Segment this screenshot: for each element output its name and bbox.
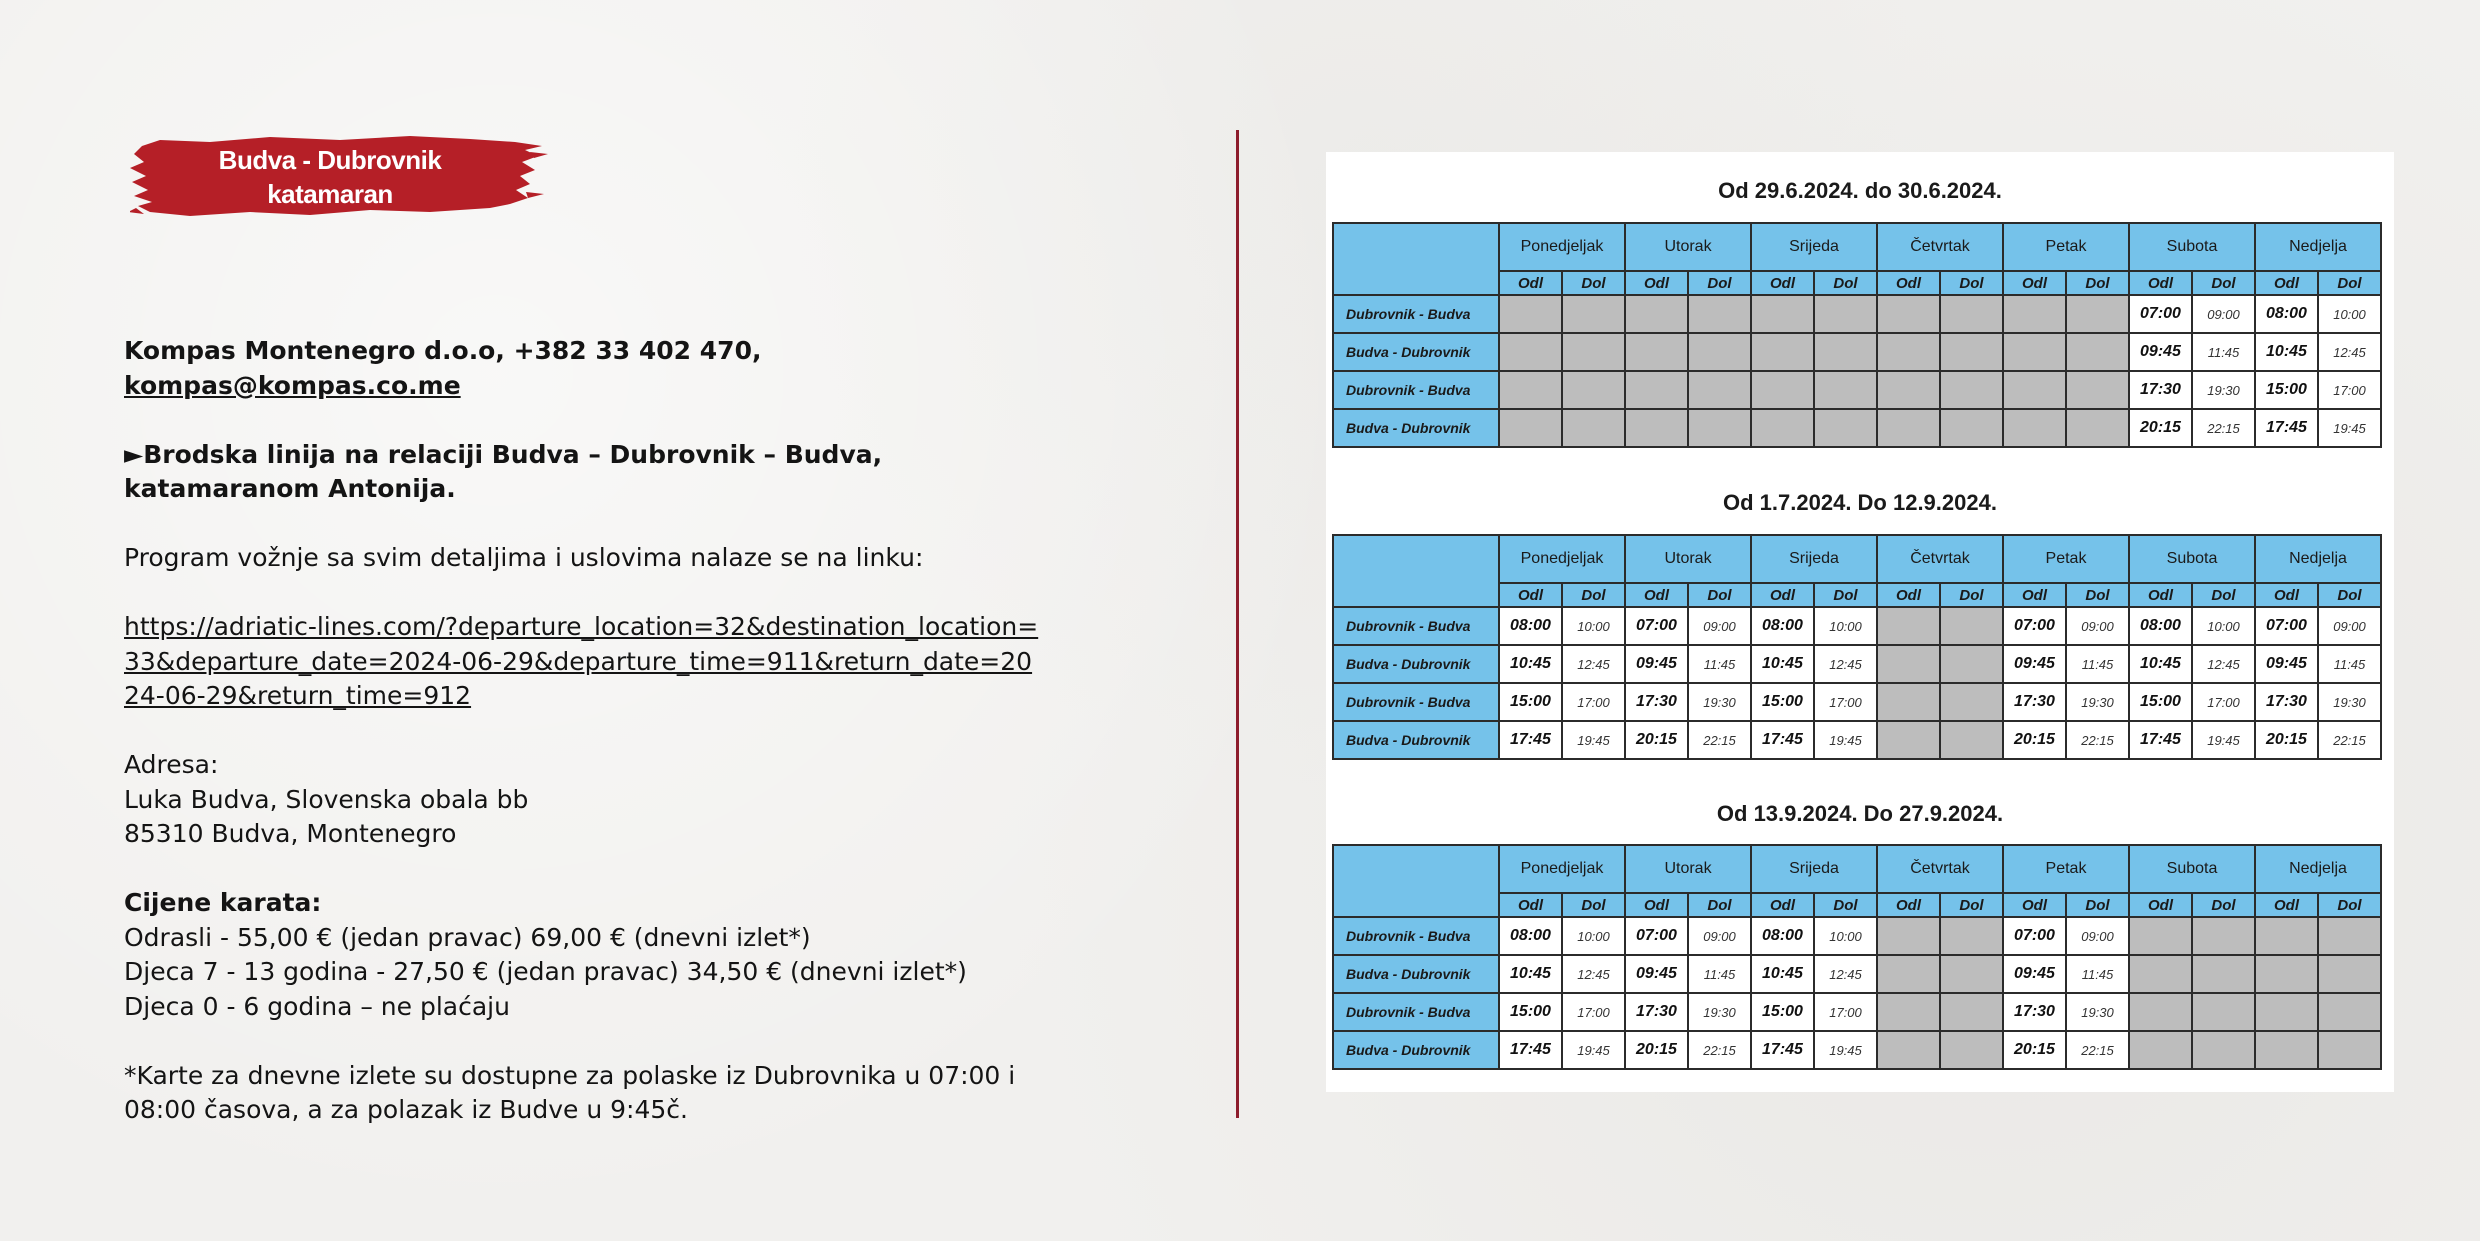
table-row <box>1333 917 2381 955</box>
arrival-time: 22:15 <box>2066 1031 2129 1069</box>
arrival-time: 11:45 <box>2066 955 2129 993</box>
day-header: Srijeda <box>1751 535 1877 583</box>
route-label: Budva - Dubrovnik <box>1333 721 1499 759</box>
badge-line-2: katamaran <box>267 179 393 209</box>
no-service-cell <box>1751 333 1814 371</box>
arrival-time: 09:00 <box>2066 917 2129 955</box>
no-service-cell <box>1562 371 1625 409</box>
no-service-cell <box>2003 409 2066 447</box>
no-service-cell <box>1814 295 1877 333</box>
no-service-cell <box>1940 721 2003 759</box>
no-service-cell <box>1940 993 2003 1031</box>
departure-time: 15:00 <box>1499 683 1562 721</box>
no-service-cell <box>1625 371 1688 409</box>
departure-header: Odl <box>1877 271 1940 295</box>
arrival-time: 19:45 <box>1562 1031 1625 1069</box>
table-row <box>1333 645 2381 683</box>
no-service-cell <box>2255 917 2318 955</box>
departure-time: 15:00 <box>2129 683 2192 721</box>
departure-time: 10:45 <box>2255 333 2318 371</box>
no-service-cell <box>1877 607 1940 645</box>
arrival-time: 12:45 <box>1814 645 1877 683</box>
timetable-table <box>1332 222 2382 448</box>
arrival-time: 17:00 <box>1562 993 1625 1031</box>
departure-time: 17:30 <box>2003 993 2066 1031</box>
no-service-cell <box>2318 955 2381 993</box>
info-column <box>124 334 1044 1162</box>
departure-time: 17:45 <box>1751 721 1814 759</box>
arrival-time: 09:00 <box>1688 917 1751 955</box>
no-service-cell <box>2318 1031 2381 1069</box>
table-row <box>1333 333 2381 371</box>
arrival-time: 09:00 <box>2066 607 2129 645</box>
route-label: Budva - Dubrovnik <box>1333 1031 1499 1069</box>
departure-header: Odl <box>1751 893 1814 917</box>
arrival-time: 11:45 <box>2192 333 2255 371</box>
timetable-title: Od 13.9.2024. Do 27.9.2024. <box>1716 801 2004 826</box>
no-service-cell <box>2255 993 2318 1031</box>
timetable-panel <box>1326 152 2394 1092</box>
arrival-time: 19:45 <box>2192 721 2255 759</box>
title-badge <box>130 132 550 222</box>
table-row <box>1333 409 2381 447</box>
address-label: Adresa: <box>124 750 219 779</box>
departure-time: 10:45 <box>1751 955 1814 993</box>
departure-time: 07:00 <box>2255 607 2318 645</box>
contact-line <box>124 334 1044 403</box>
no-service-cell <box>1625 295 1688 333</box>
arrival-header: Dol <box>2318 583 2381 607</box>
arrival-time: 11:45 <box>1688 645 1751 683</box>
arrival-time: 19:30 <box>1688 683 1751 721</box>
no-service-cell <box>1625 333 1688 371</box>
table-row <box>1333 1031 2381 1069</box>
arrival-header: Dol <box>2192 893 2255 917</box>
no-service-cell <box>2255 1031 2318 1069</box>
line-heading: ►Brodska linija na relaciji Budva – Dubrovnik – Budva, katamaranom Antonija. <box>124 439 883 503</box>
departure-header: Odl <box>1877 893 1940 917</box>
arrival-time: 19:45 <box>1814 1031 1877 1069</box>
arrival-time: 12:45 <box>1814 955 1877 993</box>
departure-time: 15:00 <box>1751 683 1814 721</box>
departure-header: Odl <box>1877 583 1940 607</box>
no-service-cell <box>1562 295 1625 333</box>
no-service-cell <box>2192 1031 2255 1069</box>
departure-header: Odl <box>2003 893 2066 917</box>
route-label: Dubrovnik - Budva <box>1333 917 1499 955</box>
arrival-header: Dol <box>1562 271 1625 295</box>
arrival-header: Dol <box>2066 893 2129 917</box>
no-service-cell <box>2003 333 2066 371</box>
departure-header: Odl <box>1499 893 1562 917</box>
no-service-cell <box>1625 409 1688 447</box>
contact-company: Kompas Montenegro d.o.o, +382 33 402 470, <box>124 336 762 365</box>
arrival-header: Dol <box>1814 271 1877 295</box>
address-line-2: 85310 Budva, Montenegro <box>124 819 457 848</box>
no-service-cell <box>2192 955 2255 993</box>
table-row <box>1333 683 2381 721</box>
no-service-cell <box>1877 917 1940 955</box>
departure-time: 07:00 <box>2003 607 2066 645</box>
day-header: Četvrtak <box>1877 845 2003 893</box>
no-service-cell <box>1877 955 1940 993</box>
arrival-time: 09:00 <box>1688 607 1751 645</box>
departure-time: 08:00 <box>1499 607 1562 645</box>
no-service-cell <box>1940 645 2003 683</box>
day-header: Ponedjeljak <box>1499 845 1625 893</box>
arrival-time: 19:45 <box>1814 721 1877 759</box>
no-service-cell <box>1877 721 1940 759</box>
arrival-header: Dol <box>1940 893 2003 917</box>
day-header: Utorak <box>1625 845 1751 893</box>
no-service-cell <box>1940 683 2003 721</box>
arrival-time: 22:15 <box>1688 1031 1751 1069</box>
no-service-cell <box>2318 993 2381 1031</box>
route-label: Dubrovnik - Budva <box>1333 683 1499 721</box>
contact-email-link[interactable]: kompas@kompas.co.me <box>124 370 461 400</box>
departure-time: 10:45 <box>1751 645 1814 683</box>
day-header: Srijeda <box>1751 845 1877 893</box>
departure-time: 17:45 <box>2129 721 2192 759</box>
route-label: Dubrovnik - Budva <box>1333 993 1499 1031</box>
departure-time: 09:45 <box>2003 645 2066 683</box>
arrival-time: 10:00 <box>1814 607 1877 645</box>
arrival-time: 12:45 <box>1562 955 1625 993</box>
departure-time: 17:30 <box>1625 683 1688 721</box>
departure-header: Odl <box>2255 583 2318 607</box>
day-header: Petak <box>2003 845 2129 893</box>
no-service-cell <box>1940 409 2003 447</box>
departure-time: 20:15 <box>2129 409 2192 447</box>
arrival-header: Dol <box>1562 893 1625 917</box>
badge-line-1: Budva - Dubrovnik <box>218 145 442 175</box>
day-header: Nedjelja <box>2255 223 2381 271</box>
departure-time: 07:00 <box>1625 917 1688 955</box>
arrival-time: 22:15 <box>2318 721 2381 759</box>
arrival-time: 22:15 <box>2192 409 2255 447</box>
no-service-cell <box>2003 295 2066 333</box>
no-service-cell <box>1688 409 1751 447</box>
departure-time: 10:45 <box>2129 645 2192 683</box>
no-service-cell <box>2318 917 2381 955</box>
no-service-cell <box>1688 295 1751 333</box>
arrival-header: Dol <box>1814 583 1877 607</box>
arrival-time: 22:15 <box>2066 721 2129 759</box>
departure-header: Odl <box>2129 271 2192 295</box>
day-header: Subota <box>2129 535 2255 583</box>
arrival-time: 19:45 <box>2318 409 2381 447</box>
timetable-table <box>1332 534 2382 760</box>
no-service-cell <box>1940 295 2003 333</box>
price-children-7-13: Djeca 7 - 13 godina - 27,50 € (jedan pravac) 34,50 € (dnevni izlet*) <box>124 957 967 986</box>
arrival-time: 19:45 <box>1562 721 1625 759</box>
no-service-cell <box>2192 993 2255 1031</box>
no-service-cell <box>1877 1031 1940 1069</box>
no-service-cell <box>1877 295 1940 333</box>
no-service-cell <box>2129 993 2192 1031</box>
no-service-cell <box>1877 993 1940 1031</box>
departure-time: 17:45 <box>1499 1031 1562 1069</box>
no-service-cell <box>1562 409 1625 447</box>
price-adults: Odrasli - 55,00 € (jedan pravac) 69,00 € (dnevni izlet*) <box>124 922 811 952</box>
day-header: Ponedjeljak <box>1499 223 1625 271</box>
route-label: Budva - Dubrovnik <box>1333 955 1499 993</box>
no-service-cell <box>1940 371 2003 409</box>
departure-time: 17:30 <box>1625 993 1688 1031</box>
no-service-cell <box>2066 371 2129 409</box>
departure-time: 09:45 <box>2129 333 2192 371</box>
no-service-cell <box>2129 955 2192 993</box>
no-service-cell <box>1562 333 1625 371</box>
timetable-title: Od 29.6.2024. do 30.6.2024. <box>1718 178 2002 203</box>
departure-time: 08:00 <box>1499 917 1562 955</box>
arrival-header: Dol <box>1688 893 1751 917</box>
table-row <box>1333 371 2381 409</box>
departure-time: 17:30 <box>2255 683 2318 721</box>
departure-time: 17:30 <box>2129 371 2192 409</box>
arrival-header: Dol <box>1814 893 1877 917</box>
table-row <box>1333 721 2381 759</box>
no-service-cell <box>1940 955 2003 993</box>
no-service-cell <box>2255 955 2318 993</box>
day-header: Subota <box>2129 223 2255 271</box>
no-service-cell <box>1940 1031 2003 1069</box>
no-service-cell <box>1814 409 1877 447</box>
no-service-cell <box>1814 333 1877 371</box>
no-service-cell <box>2129 1031 2192 1069</box>
table-corner <box>1333 223 1499 295</box>
route-label: Budva - Dubrovnik <box>1333 645 1499 683</box>
arrival-time: 11:45 <box>1688 955 1751 993</box>
address-line-1: Luka Budva, Slovenska obala bb <box>124 784 529 814</box>
departure-time: 10:45 <box>1499 645 1562 683</box>
no-service-cell <box>2003 371 2066 409</box>
departure-header: Odl <box>1499 583 1562 607</box>
departure-header: Odl <box>2129 583 2192 607</box>
departure-header: Odl <box>1751 583 1814 607</box>
arrival-time: 19:30 <box>2192 371 2255 409</box>
no-service-cell <box>1940 607 2003 645</box>
day-header: Utorak <box>1625 223 1751 271</box>
arrival-time: 17:00 <box>2318 371 2381 409</box>
day-header: Utorak <box>1625 535 1751 583</box>
route-label: Budva - Dubrovnik <box>1333 409 1499 447</box>
no-service-cell <box>1877 645 1940 683</box>
no-service-cell <box>1940 917 2003 955</box>
departure-header: Odl <box>2255 271 2318 295</box>
arrival-time: 09:00 <box>2192 295 2255 333</box>
route-label: Budva - Dubrovnik <box>1333 333 1499 371</box>
timetable-title: Od 1.7.2024. Do 12.9.2024. <box>1723 490 1997 515</box>
timetable-table <box>1332 844 2382 1070</box>
no-service-cell <box>1499 333 1562 371</box>
arrival-time: 10:00 <box>1562 917 1625 955</box>
departure-time: 07:00 <box>1625 607 1688 645</box>
no-service-cell <box>2066 409 2129 447</box>
no-service-cell <box>2066 295 2129 333</box>
no-service-cell <box>2066 333 2129 371</box>
table-row <box>1333 295 2381 333</box>
table-row <box>1333 955 2381 993</box>
departure-time: 17:45 <box>1751 1031 1814 1069</box>
no-service-cell <box>1688 333 1751 371</box>
departure-time: 09:45 <box>1625 645 1688 683</box>
departure-time: 07:00 <box>2003 917 2066 955</box>
no-service-cell <box>1499 409 1562 447</box>
no-service-cell <box>1751 295 1814 333</box>
departure-time: 15:00 <box>2255 371 2318 409</box>
no-service-cell <box>1688 371 1751 409</box>
arrival-time: 17:00 <box>1814 993 1877 1031</box>
no-service-cell <box>1877 371 1940 409</box>
arrival-time: 19:30 <box>2066 993 2129 1031</box>
arrival-time: 17:00 <box>1814 683 1877 721</box>
no-service-cell <box>1499 371 1562 409</box>
departure-header: Odl <box>2255 893 2318 917</box>
footnote: *Karte za dnevne izlete su dostupne za polaske iz Dubrovnika u 07:00 i 08:00 časova, a za polazak iz Budve u 9:45č. <box>124 1060 1016 1124</box>
table-corner <box>1333 845 1499 917</box>
schedule-link[interactable]: https://adriatic-lines.com/?departure_location=32&destination_location=33&departure_date=2024-06-29&departure_time=911&return_date=2024-06-29&return_time=912 <box>124 612 1039 710</box>
departure-time: 20:15 <box>1625 721 1688 759</box>
prices-label: Cijene karata: <box>124 888 322 917</box>
arrival-header: Dol <box>1688 583 1751 607</box>
departure-time: 17:45 <box>1499 721 1562 759</box>
arrival-time: 09:00 <box>2318 607 2381 645</box>
arrival-time: 12:45 <box>1562 645 1625 683</box>
table-row <box>1333 993 2381 1031</box>
price-children-0-6: Djeca 0 - 6 godina – ne plaćaju <box>124 991 510 1021</box>
arrival-header: Dol <box>1562 583 1625 607</box>
departure-header: Odl <box>2003 271 2066 295</box>
departure-time: 07:00 <box>2129 295 2192 333</box>
table-row <box>1333 607 2381 645</box>
departure-time: 08:00 <box>1751 917 1814 955</box>
departure-time: 10:45 <box>1499 955 1562 993</box>
no-service-cell <box>1499 295 1562 333</box>
route-label: Dubrovnik - Budva <box>1333 371 1499 409</box>
arrival-time: 12:45 <box>2192 645 2255 683</box>
table-corner <box>1333 535 1499 607</box>
no-service-cell <box>1940 333 2003 371</box>
arrival-header: Dol <box>2066 583 2129 607</box>
prices-block <box>124 886 1044 1024</box>
departure-time: 20:15 <box>2255 721 2318 759</box>
arrival-time: 22:15 <box>1688 721 1751 759</box>
arrival-time: 11:45 <box>2066 645 2129 683</box>
departure-header: Odl <box>2003 583 2066 607</box>
day-header: Četvrtak <box>1877 223 2003 271</box>
day-header: Subota <box>2129 845 2255 893</box>
no-service-cell <box>1877 683 1940 721</box>
arrival-header: Dol <box>1940 271 2003 295</box>
departure-header: Odl <box>1499 271 1562 295</box>
route-label: Dubrovnik - Budva <box>1333 295 1499 333</box>
arrival-time: 19:30 <box>2066 683 2129 721</box>
arrival-time: 17:00 <box>2192 683 2255 721</box>
arrival-header: Dol <box>1940 583 2003 607</box>
departure-time: 08:00 <box>1751 607 1814 645</box>
arrival-time: 19:30 <box>2318 683 2381 721</box>
arrival-time: 10:00 <box>1562 607 1625 645</box>
arrival-header: Dol <box>2192 271 2255 295</box>
departure-header: Odl <box>2129 893 2192 917</box>
day-header: Nedjelja <box>2255 535 2381 583</box>
no-service-cell <box>1877 409 1940 447</box>
departure-time: 20:15 <box>1625 1031 1688 1069</box>
day-header: Petak <box>2003 223 2129 271</box>
day-header: Ponedjeljak <box>1499 535 1625 583</box>
vertical-divider <box>1236 130 1239 1118</box>
departure-time: 20:15 <box>2003 721 2066 759</box>
arrival-header: Dol <box>2192 583 2255 607</box>
departure-header: Odl <box>1625 271 1688 295</box>
departure-time: 15:00 <box>1751 993 1814 1031</box>
departure-time: 17:30 <box>2003 683 2066 721</box>
departure-time: 17:45 <box>2255 409 2318 447</box>
arrival-time: 17:00 <box>1562 683 1625 721</box>
arrival-header: Dol <box>2066 271 2129 295</box>
arrival-header: Dol <box>1688 271 1751 295</box>
day-header: Četvrtak <box>1877 535 2003 583</box>
departure-header: Odl <box>1625 583 1688 607</box>
no-service-cell <box>2129 917 2192 955</box>
arrival-header: Dol <box>2318 893 2381 917</box>
departure-time: 08:00 <box>2255 295 2318 333</box>
day-header: Srijeda <box>1751 223 1877 271</box>
arrival-time: 10:00 <box>2192 607 2255 645</box>
departure-header: Odl <box>1625 893 1688 917</box>
arrival-time: 11:45 <box>2318 645 2381 683</box>
route-label: Dubrovnik - Budva <box>1333 607 1499 645</box>
departure-time: 09:45 <box>2003 955 2066 993</box>
no-service-cell <box>1751 409 1814 447</box>
departure-time: 09:45 <box>1625 955 1688 993</box>
departure-header: Odl <box>1751 271 1814 295</box>
departure-time: 15:00 <box>1499 993 1562 1031</box>
arrival-time: 10:00 <box>2318 295 2381 333</box>
departure-time: 20:15 <box>2003 1031 2066 1069</box>
address-block <box>124 748 1044 852</box>
no-service-cell <box>2192 917 2255 955</box>
arrival-time: 10:00 <box>1814 917 1877 955</box>
arrival-time: 19:30 <box>1688 993 1751 1031</box>
no-service-cell <box>1751 371 1814 409</box>
day-header: Petak <box>2003 535 2129 583</box>
departure-time: 09:45 <box>2255 645 2318 683</box>
day-header: Nedjelja <box>2255 845 2381 893</box>
no-service-cell <box>1814 371 1877 409</box>
arrival-time: 12:45 <box>2318 333 2381 371</box>
no-service-cell <box>1877 333 1940 371</box>
arrival-header: Dol <box>2318 271 2381 295</box>
program-text: Program vožnje sa svim detaljima i uslovima nalaze se na linku: <box>124 543 924 572</box>
departure-time: 08:00 <box>2129 607 2192 645</box>
